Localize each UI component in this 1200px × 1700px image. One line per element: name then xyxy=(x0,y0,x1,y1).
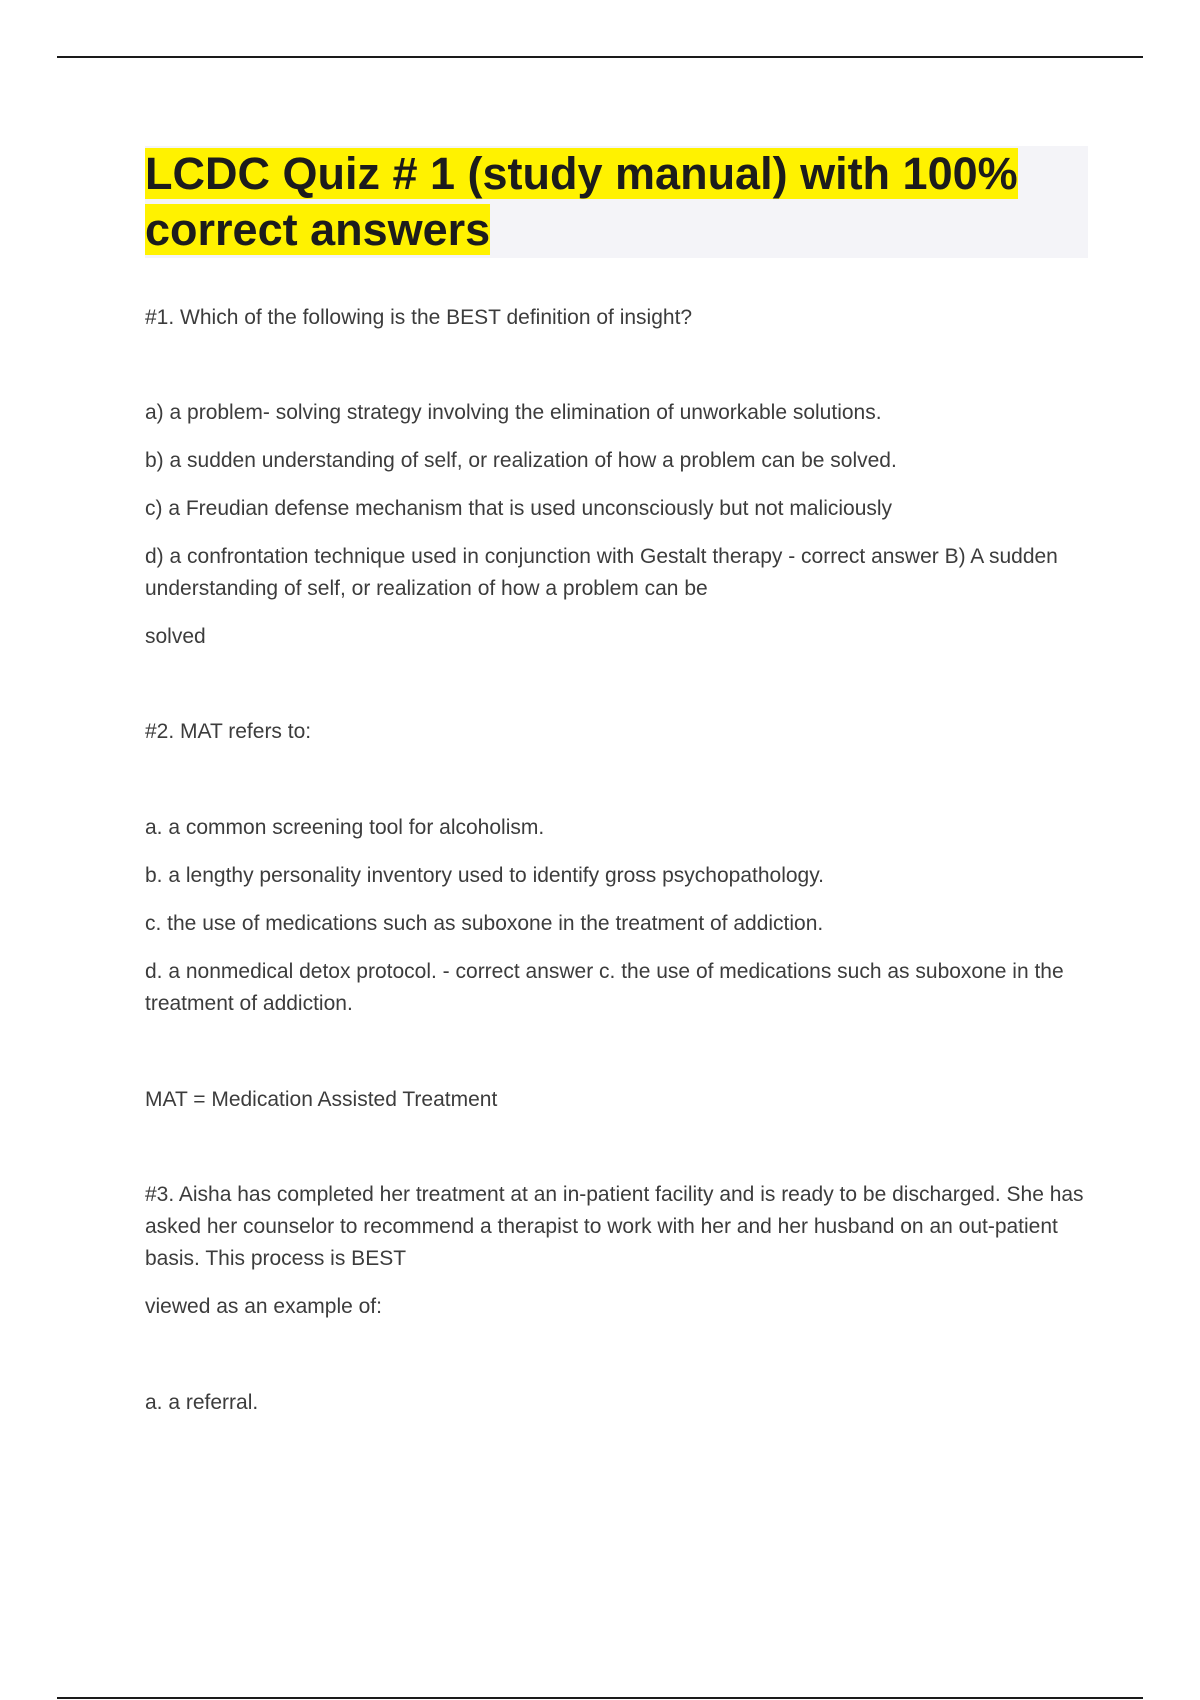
question-1-option-b: b) a sudden understanding of self, or realization of how a problem can be solved. xyxy=(145,449,897,472)
question-3: #3. Aisha has completed her treatment at an in-patient facility and is ready to be discharged. She has asked her counselor to recommend a therapist to work with her and her husband on an out-patient basis. This process is BEST xyxy=(145,1183,1084,1270)
document-body xyxy=(145,302,1090,1419)
question-2: #2. MAT refers to: xyxy=(145,720,312,743)
question-1-continuation: solved xyxy=(145,625,206,648)
question-1-option-c: c) a Freudian defense mechanism that is used unconsciously but not maliciously xyxy=(145,497,893,520)
bottom-rule xyxy=(57,1697,1143,1699)
question-1: #1. Which of the following is the BEST definition of insight? xyxy=(145,306,693,329)
page-title xyxy=(145,146,1088,258)
question-3-option-a: a. a referral. xyxy=(145,1391,259,1414)
top-rule xyxy=(57,56,1143,58)
question-2-option-b: b. a lengthy personality inventory used to identify gross psychopathology. xyxy=(145,864,825,887)
title-block xyxy=(145,146,1088,258)
question-3-continuation: viewed as an example of: xyxy=(145,1295,382,1318)
question-2-note: MAT = Medication Assisted Treatment xyxy=(145,1088,498,1111)
question-1-option-d: d) a confrontation technique used in conjunction with Gestalt therapy - correct answer B) A sudden understanding of self, or realization of how a problem can be xyxy=(145,545,1058,600)
question-2-option-c: c. the use of medications such as suboxone in the treatment of addiction. xyxy=(145,912,824,935)
title-highlight: LCDC Quiz # 1 (study manual) with 100% correct answers xyxy=(145,148,1018,255)
question-2-option-a: a. a common screening tool for alcoholism. xyxy=(145,816,545,839)
question-2-option-d: d. a nonmedical detox protocol. - correct answer c. the use of medications such as suboxone in the treatment of addiction. xyxy=(145,960,1064,1015)
question-1-option-a: a) a problem- solving strategy involving the elimination of unworkable solutions. xyxy=(145,401,882,424)
